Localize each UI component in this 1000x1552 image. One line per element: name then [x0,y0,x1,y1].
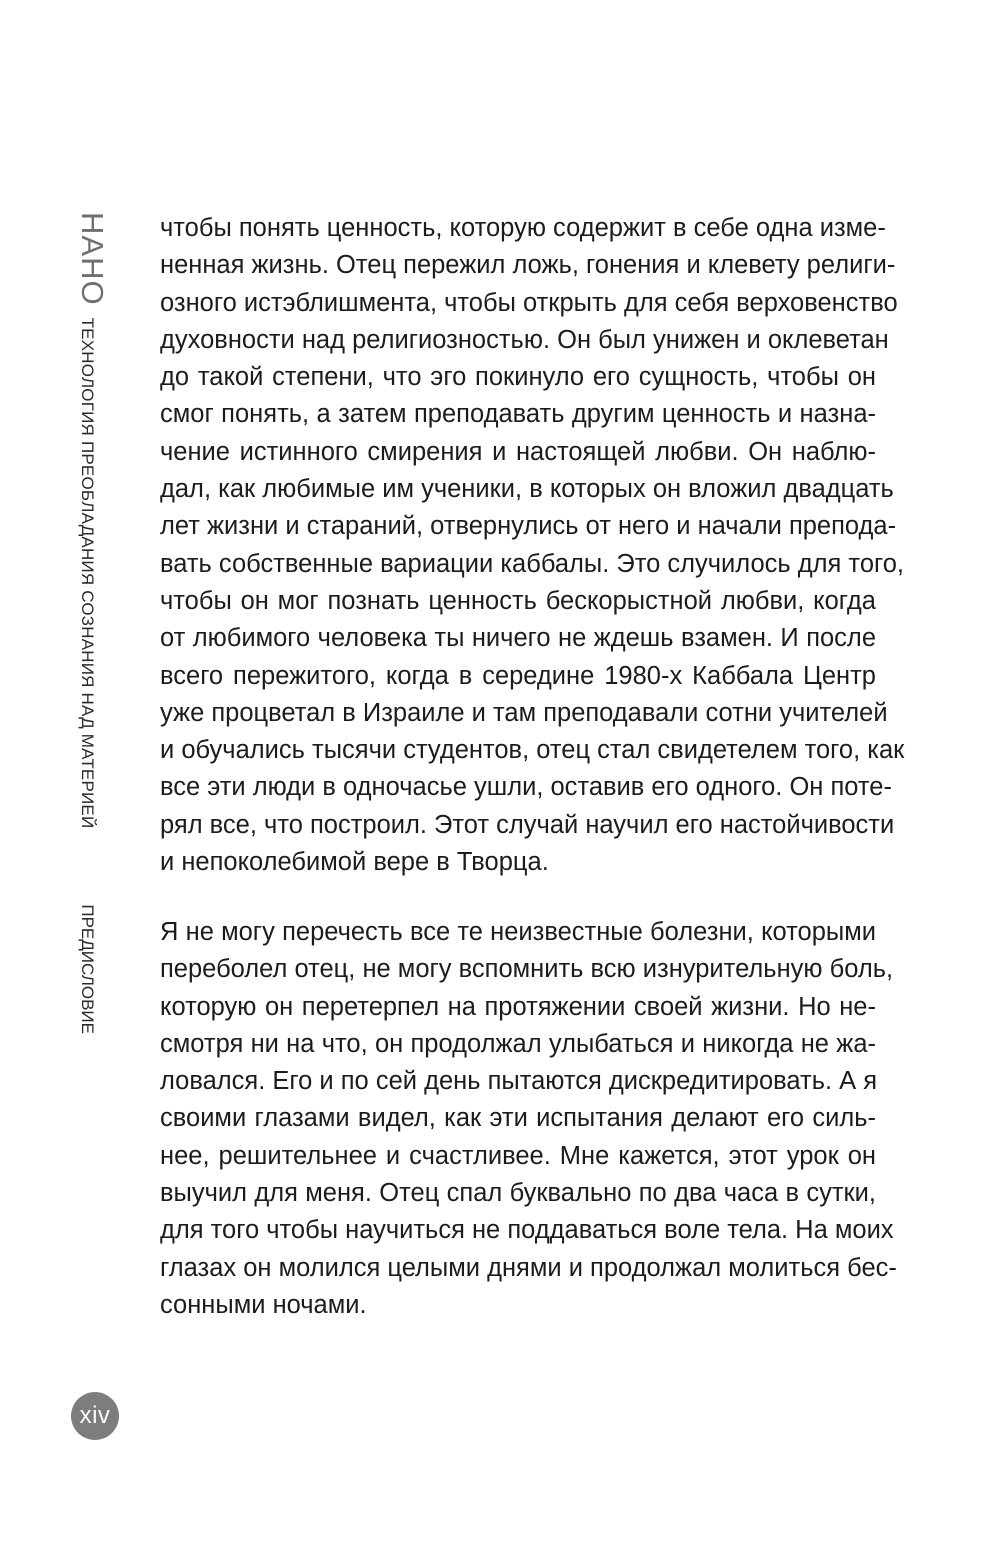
text-line: от любимого человека ты ничего не ждешь взамен. И после [160,624,876,653]
text-line: ловался. Его и по сей день пытаются дискредитировать. А я [160,1067,878,1096]
text-line: духовности над религиозностью. Он был унижен и оклеветан [160,325,889,354]
text-line: Я не могу перечесть все те неизвестные болезни, которыми [160,918,876,946]
text-line: озного истэблишмента, чтобы открыть для себя верховенство [160,288,898,317]
text-line: выучил для меня. Отец спал буквально по два часа в сутки, [160,1179,876,1208]
text-line: и непоколебимой вере в Творца. [160,848,549,877]
text-line: переболел отец, не могу вспомнить всю изнурительную боль, [160,955,894,984]
running-head [74,212,110,1034]
page-number: xiv [71,1392,119,1440]
text-line: до такой степени, что эго покинуло его сущность, чтобы он [160,363,876,392]
text-line: чение истинного смирения и настоящей любви. Он наблю- [160,437,876,466]
text-line: своими глазами видел, как эти испытания делают его силь- [160,1104,876,1133]
text-line: чтобы он мог познать ценность бескорыстной любви, когда [160,586,876,615]
text-line: ненная жизнь. Отец пережил ложь, гонения и клевету религи- [160,251,896,280]
running-head-section: ПРЕДИСЛОВИЕ [78,904,97,1034]
text-line: рял все, что построил. Этот случай научил его настойчивости [160,810,895,839]
text-line: нее, решительнее и счастливее. Мне кажется, этот урок он [160,1141,876,1170]
text-line: лет жизни и стараний, отвернулись от него и начали препода- [160,512,897,541]
text-line: и обучались тысячи студентов, отец стал свидетелем того, как [160,736,905,765]
running-head-subtitle: ТЕХНОЛОГИЯ ПРЕОБЛАДАНИЯ СОЗНАНИЯ НАД МАТЕРИЕЙ [78,317,97,829]
running-head-brand: НАНО [75,212,110,306]
text-line: все эти люди в одночасье ушли, оставив его одного. Он поте- [160,773,892,802]
text-line: вать собственные вариации каббалы. Это случилось для того, [160,549,905,578]
text-line: сонными ночами. [160,1290,367,1319]
text-line: всего пережитого, когда в середине 1980-х Каббала Центр [160,661,876,690]
text-line: для того чтобы научиться не поддаваться воле тела. На моих [160,1216,894,1245]
text-line: чтобы понять ценность, которую содержит в себе одна изме- [160,214,886,242]
paragraph-1 [160,210,905,881]
text-line: смотря ни на что, он продолжал улыбаться и никогда не жа- [160,1029,876,1058]
paragraph-2 [160,914,897,1324]
text-line: которую он перетерпел на протяжении своей жизни. Но не- [160,992,876,1021]
text-line: дал, как любимые им ученики, в которых он вложил двадцать [160,475,894,504]
text-line: смог понять, а затем преподавать другим ценность и назна- [160,400,876,429]
text-line: уже процветал в Израиле и там преподавали сотни учителей [160,698,888,727]
text-line: глазах он молился целыми днями и продолжал молиться бес- [160,1253,897,1282]
